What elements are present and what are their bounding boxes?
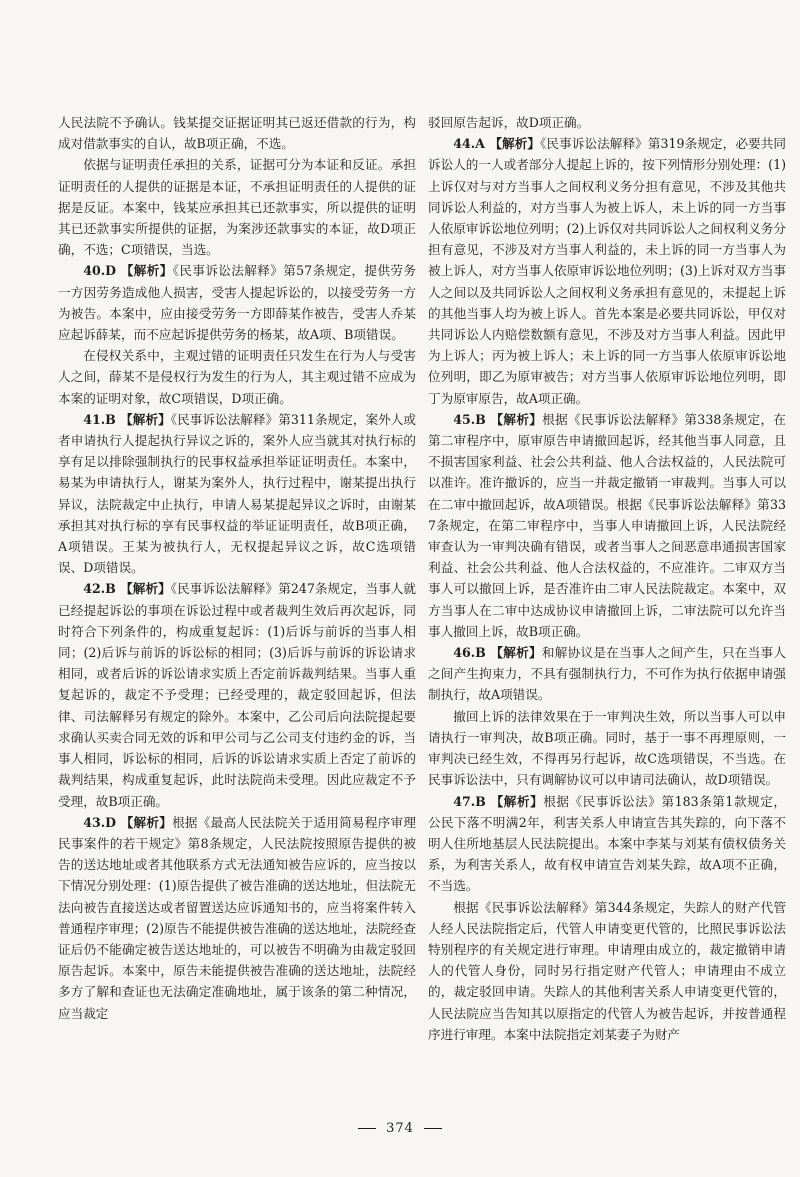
paragraph-text: 根据《民事诉讼法解释》第338条规定，在第二审程序中，原审原告申请撤回起诉，经其他当事人同意，且不损害国家利益、社会公共利益、他人合法权益的，人民法院可以准许。准许撤诉的，应当一并裁定撤销一审裁判。当事人可以在二审中撤回起诉，故A项错误。根据《民事诉讼法解释》第337条规定，在第二审程序中，当事人申请撤回上诉，人民法院经审查认为一审判决确有错误，或者当事人之间恶意串通损害国家利益、社会公共利益、他人合法权益的，不应准许。二审双方当事人可以撤回上诉，是否准许由二审人民法院裁定。本案中，双方当事人在二审中达成协议申请撤回上诉，二审法院可以允许当事人撤回上诉，故B项正确。 xyxy=(428,411,786,639)
footer-dash-left xyxy=(358,1128,376,1129)
paragraph xyxy=(58,345,416,409)
answer-lead: 47.B 【解析】 xyxy=(453,793,544,809)
page-number: 374 xyxy=(386,1121,414,1136)
paragraph-text: 撤回上诉的法律效果在于一审判决生效，所以当事人可以申请执行一审判决，故B项正确。同时，基于一事不再理原则，一审判决已经生效，不得再另行起诉，故C选项错误，不当选。在民事诉讼法中，只有调解协议可以申请司法确认，故D项错误。 xyxy=(428,708,786,788)
paragraph xyxy=(428,791,786,897)
answer-lead: 44.A 【解析】 xyxy=(453,136,541,152)
paragraph-text: 《民事诉讼法解释》第311条规定，案外人或者申请执行人提起执行异议之诉的，案外人应当就其对执行标的享有足以排除强制执行的民事权益承担举证证明责任。本案中，易某为申请执行人，谢某为案外人，执行过程中，谢某提出执行异议，法院裁定中止执行，申请人易某提起异议之诉时，由谢某承担其对执行标的享有民事权益的举证证明责任，故B项正确，A项错误。王某为被执行人，无权提起异议之诉，故C选项错误、D项错误。 xyxy=(58,411,416,576)
paragraph xyxy=(428,706,786,791)
paragraph-text: 《民事诉讼法解释》第57条规定，提供劳务一方因劳务造成他人损害，受害人提起诉讼的，以接受劳务一方为被告。本案中，应由接受劳务一方即薛某作被告，受害人乔某应起诉薛某，而不应起诉提供劳务的杨某，故A项、B项错误。 xyxy=(58,263,417,343)
paragraph-text: 根据《民事诉讼法》第183条第1款规定，公民下落不明满2年，利害关系人申请宣告其失踪的，向下落不明人住所地基层人民法院提出。本案中李某与刘某有债权债务关系，为利害关系人，故有权申请宣告刘某失踪，故A项不正确，不当选。 xyxy=(428,793,786,894)
right-column xyxy=(428,112,786,1045)
paragraph-text: 根据《最高人民法院关于适用简易程序审理民事案件的若干规定》第8条规定，人民法院按照原告提供的被告的送达地址或者其他联系方式无法通知被告应诉的，应当按以下情况分别处理：(1)原告提供了被告准确的送达地址，但法院无法向被告直接送达或者留置送达应诉通知书的，应当将案件转入普通程序审理；(2)原告不能提供被告准确的送达地址，法院经查证后仍不能确定被告送达地址的，可以被告不明确为由裁定驳回原告起诉。本案中，原告未能提供被告准确的送达地址，法院经多方了解和查证也无法确定准确地址，属于该条的第二种情况，应当裁定 xyxy=(58,814,417,1021)
paragraph-text: 驳回原告起诉，故D项正确。 xyxy=(428,115,590,130)
paragraph xyxy=(58,112,416,154)
paragraph xyxy=(58,260,416,345)
answer-lead: 45.B 【解析】 xyxy=(453,411,543,427)
paragraph-text: 人民法院不予确认。钱某提交证据证明其已返还借款的行为，构成对借款事实的自认，故B项正确，不选。 xyxy=(58,115,416,152)
answer-lead: 43.D 【解析】 xyxy=(83,814,173,830)
answer-lead: 42.B 【解析】 xyxy=(83,581,171,597)
answer-lead: 40.D 【解析】 xyxy=(83,263,173,279)
paragraph xyxy=(58,154,416,260)
paragraph-text: 《民事诉讼法解释》第247条规定，当事人就已经提起诉讼的事项在诉讼过程中或者裁判生效后再次起诉，同时符合下列条件的，构成重复起诉：(1)后诉与前诉的当事人相同；(2)后诉与前诉的诉讼标的相同；(3)后诉与前诉的诉讼请求相同，或者后诉的诉讼请求实质上否定前诉裁判结果。当事人重复起诉的，裁定不予受理；已经受理的，裁定驳回起诉，但法律、司法解释另有规定的除外。本案中，乙公司后向法院提起要求确认买卖合同无效的诉和甲公司与乙公司支付违约金的诉，当事人相同，诉讼标的相同，后诉的诉讼请求实质上否定了前诉的裁判结果，构成重复起诉，此时法院尚未受理。因此应裁定不予受理，故B项正确。 xyxy=(58,581,416,809)
paragraph-text: 《民事诉讼法解释》第319条规定，必要共同诉讼人的一人或者部分人提起上诉的，按下列情形分别处理：(1)上诉仅对与对方当事人之间权利义务分担有意见，不涉及其他共同诉讼人利益的，对方当事人为被上诉人，未上诉的同一方当事人依原审诉讼地位列明；(2)上诉仅对共同诉讼人之间权利义务分担有意见，不涉及对方当事人利益的，未上诉的同一方当事人为被上诉人，对方当事人依原审诉讼地位列明；(3)上诉对双方当事人之间以及共同诉讼人之间权利义务承担有意见的，未提起上诉的其他当事人均为被上诉人。首先本案是必要共同诉讼，甲仅对共同诉讼人内赔偿数额有意见，不涉及对方当事人利益。因此甲为上诉人；丙为被上诉人；未上诉的同一方当事人依原审诉讼地位列明，即乙为原审被告；对方当事人依原审诉讼地位列明，即丁为原审原告，故A项正确。 xyxy=(428,136,786,406)
paragraph xyxy=(58,578,416,811)
paragraph xyxy=(428,409,786,642)
page-footer xyxy=(0,1121,800,1136)
footer-dash-right xyxy=(424,1128,442,1129)
paragraph-text: 根据《民事诉讼法解释》第344条规定，失踪人的财产代管人经人民法院指定后，代管人申请变更代管的，比照民事诉讼法特别程序的有关规定进行审理。申请理由成立的，裁定撤销申请人的代管人身份，同时另行指定财产代管人；申请理由不成立的，裁定驳回申请。失踪人的其他利害关系人申请变更代管的，人民法院应当告知其以原指定的代管人为被告起诉，并按普通程序进行审理。本案中法院指定刘某妻子为财产 xyxy=(428,899,786,1042)
paragraph-text: 在侵权关系中，主观过错的证明责任只发生在行为人与受害人之间，薛某不是侵权行为发生的行为人，其主观过错不应成为本案的证明对象，故C项错误，D项正确。 xyxy=(58,348,416,406)
paragraph xyxy=(428,642,786,706)
answer-lead: 41.B 【解析】 xyxy=(83,411,171,427)
paragraph xyxy=(428,112,786,133)
answer-lead: 46.B 【解析】 xyxy=(453,645,542,661)
paragraph xyxy=(58,409,416,579)
paragraph xyxy=(428,897,786,1045)
left-column xyxy=(58,112,416,1024)
paragraph-text: 依据与证明责任承担的关系，证据可分为本证和反证。承担证明责任的人提供的证据是本证，不承担证明责任的人提供的证据是反证。本案中，钱某应承担其已还款事实，所以提供的证明其已还款事实所提供的证据，为案涉还款事实的本证，故D项正确，不选；C项错误，当选。 xyxy=(58,157,416,258)
paragraph xyxy=(58,812,416,1024)
paragraph-text: 和解协议是在当事人之间产生，只在当事人之间产生拘束力，不具有强制执行力，不可作为执行依据申请强制执行，故A项错误。 xyxy=(428,645,786,703)
paragraph xyxy=(428,133,786,409)
